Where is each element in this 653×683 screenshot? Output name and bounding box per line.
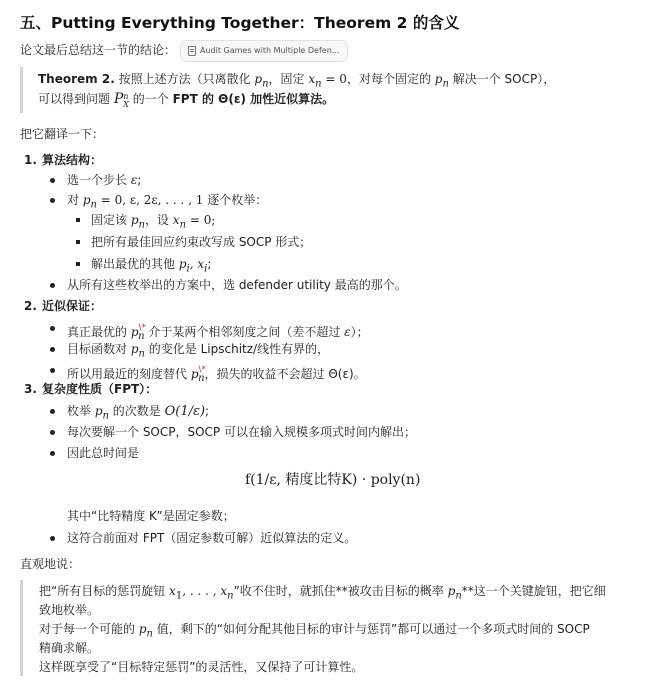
bullet: [50, 283, 55, 288]
sec2-bullet-3: 所以用最近的刻度替代 $p^{\backslash*}_n$，损失的收益不会超过 Θ(ε)。: [67, 365, 366, 385]
sec2-title: 近似保证：: [42, 299, 103, 313]
bullet: [50, 409, 55, 414]
sec3-bullet-4: 这符合前面对 FPT（固定参数可解）近似算法的定义。: [67, 531, 357, 545]
theorem-line-1: Theorem 2. 按照上述方法（只离散化 $p_n$，固定 $x_n = 0$，对每个固定的 $p_n$ 解决一个 SOCP），: [38, 72, 556, 90]
sec3-title: 复杂度性质（FPT）：: [42, 382, 158, 396]
intuition-line-1: 把“所有目标的惩罚旋钮 $x_1$, . . . , $x_n$”收不住时，就抓住**被攻击目标的概率 $p_n**$这一个关键旋钮，把它细: [39, 584, 606, 602]
bullet: [50, 451, 55, 456]
sec3-bullet-2: 每次要解一个 SOCP，SOCP 可以在输入规模多项式时间内解出；: [67, 425, 416, 439]
sec3-bullet-3: 因此总时间是: [67, 446, 140, 460]
source-chip[interactable]: [180, 40, 348, 62]
sec3-note: 其中“比特精度 K”是固定参数；: [67, 509, 235, 523]
section-heading: 五、Putting Everything Together：Theorem 2 的含义: [20, 14, 460, 32]
theorem-line-2: 可以得到问题 P n X 的一个 FPT 的 Θ(ε) 加性近似算法。: [38, 91, 335, 109]
bullet: [50, 198, 55, 203]
bullet: [50, 430, 55, 435]
sub-bullet: [76, 262, 80, 266]
bullet: [50, 536, 55, 541]
translate-intro: 把它翻译一下：: [20, 127, 105, 141]
sec3-number: 3.: [24, 382, 37, 396]
bullet: [50, 368, 55, 373]
intuition-line-3: 对于每一个可能的 $p_n$ 值，剩下的“如何分配其他目标的审计与惩罚”都可以通过一个多项式时间的 SOCP: [39, 622, 590, 640]
intuition-line-4: 精确求解。: [39, 641, 100, 655]
bullet: [50, 347, 55, 352]
document-icon: [188, 46, 196, 56]
bullet: [50, 326, 55, 331]
sec3-bullet-1: 枚举 $p_n$ 的次数是 O(1/ε);: [67, 404, 210, 422]
bullet: [50, 178, 55, 183]
intuition-line-2: 致地枚举。: [39, 603, 100, 617]
sec1-bullet-2: 对 $p_n = 0$, ε, 2ε, . . . , 1 逐个枚举：: [67, 193, 268, 211]
sec1-title: 算法结构：: [42, 153, 103, 167]
theorem-label: Theorem 2.: [38, 72, 115, 86]
intuition-blockquote: [20, 580, 628, 676]
sec1-number: 1.: [24, 153, 37, 167]
theorem-blockquote: [20, 67, 620, 113]
sec2-bullet-1: 真正最优的 $p^{\backslash*}_n$ 介于某两个相邻刻度之间（差不超过 ε）；: [67, 323, 369, 343]
complexity-formula: f(1/ε, 精度比特K) · poly(n): [245, 472, 421, 488]
intuition-line-5: 这样既享受了“目标特定惩罚”的灵活性，又保持了可计算性。: [39, 660, 364, 674]
intro-text: 论文最后总结这一节的结论：: [20, 43, 177, 57]
sec1-bullet-1: 选一个步长 ε;: [67, 173, 142, 187]
sub-bullet: [76, 240, 80, 244]
sub-bullet: [76, 218, 80, 222]
sec1-sub-3: 解出最优的其他 $p_i$, $x_i$;: [91, 257, 212, 275]
sec1-bullet-3: 从所有这些枚举出的方案中，选 defender utility 最高的那个。: [67, 278, 407, 292]
intuition-intro: 直观地说：: [20, 557, 81, 571]
sec2-bullet-2: 目标函数对 $p_n$ 的变化是 Lipschitz/线性有界的，: [67, 342, 330, 360]
source-chip-label: Audit Games with Multiple Defen...: [200, 46, 340, 55]
sec1-sub-1: 固定该 $p_n$，设 $x_n = 0$;: [91, 213, 216, 231]
sec2-number: 2.: [24, 299, 37, 313]
sec1-sub-2: 把所有最佳回应约束改写成 SOCP 形式；: [91, 235, 312, 249]
